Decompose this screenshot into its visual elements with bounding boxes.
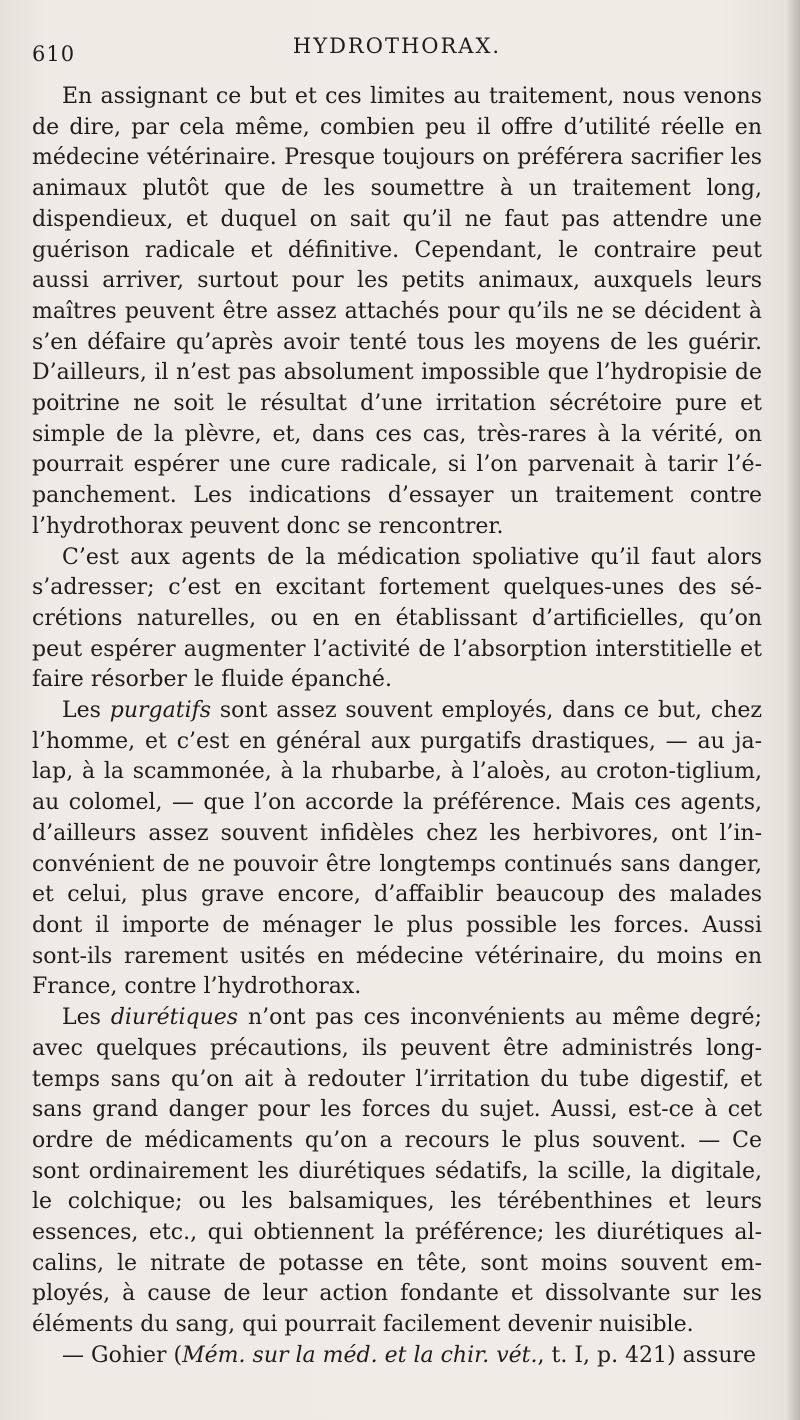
diuretics-text: n’ont pas ces inconvénients au même degré; avec quelques précautions, ils peuvent être administrés longtemps sans qu’on ait à redouter l’irritation du tube digestif, et sans grand danger pour les forces du sujet. Aussi, est-ce à cet ordre de médicaments qu’on a recours le plus souvent. — Ce sont ordinairement les diurétiques sédatifs, la scille, la digitale, le colchique; ou les balsamiques, les térébenthines et leurs essences, etc., qui obtiennent la préférence; les diurétiques alcalins, le nitrate de potasse en tête, sont moins souvent employés, à cause de leur action fondante et dissolvante sur les éléments du sang, qui pourrait facilement devenir nuisible. xyxy=(32,1005,762,1338)
purgatives-term: purgatifs xyxy=(109,698,212,724)
diuretics-term: diurétiques xyxy=(110,1005,239,1031)
purgatives-lead: Les xyxy=(62,698,110,724)
paragraph-treatment-limits: En assignant ce but et ces limites au traitement, nous venons de dire, par cela même, combien peu il offre d’utilité réelle en médecine vétérinaire. Presque toujours on préférera sacrifier les animaux plutôt que de les soumettre à un traitement long, dispendieux, et duquel on sait qu’il ne faut pas attendre une guérison radicale et définitive. Cependant, le contraire peut aussi arriver, surtout pour les petits animaux, auxquels leurs maîtres peuvent être assez attachés pour qu’ils ne se décident à s’en défaire qu’après avoir tenté tous les moyens de les guérir. D’ailleurs, il n’est pas absolument impossible que l’hydropisie de poitrine ne soit le résultat d’une irritation sécrétoire pure et simple de la plèvre, et, dans ces cas, très-rares à la vérité, on pourrait espérer une cure radicale, si l’on parvenait à tarir l’épanchement. Les indications d’essayer un traitement contre l’hydrothorax peuvent donc se rencontrer. xyxy=(32,84,762,539)
running-title: HYDROTHORAX. xyxy=(292,34,502,58)
page-number: 610 xyxy=(32,42,76,66)
paragraph-spoliative-medication: C’est aux agents de la médication spoliative qu’il faut alors s’adresser; c’est en excitant fortement quelques-unes des sécrétions naturelles, ou en en établissant d’artificielles, qu’on peut espérer augmenter l’activité de l’absorption interstitielle et faire résorber le fluide épanché. xyxy=(32,544,762,693)
running-header xyxy=(32,30,762,74)
purgatives-text: sont assez souvent employés, dans ce but, chez l’homme, et c’est en général aux purgatifs drastiques, — au jalap, à la scammonée, à la rhubarbe, à l’aloès, au croton-tiglium, au colomel, — que l’on accorde la préférence. Mais ces agents, d’ailleurs assez souvent infidèles chez les herbivores, ont l’inconvénient de ne pouvoir être longtemps continués sans danger, et celui, plus grave encore, d’affaiblir beaucoup des malades dont il importe de ménager le plus possible les forces. Aussi sont-ils rarement usités en médecine vétérinaire, du moins en France, contre l’hydrothorax. xyxy=(32,698,762,1000)
paragraph-diuretics xyxy=(32,1003,762,1341)
citation-text: , t. I, p. 421) assure xyxy=(537,1342,757,1368)
citation-work-title: Mém. sur la méd. et la chir. vét. xyxy=(182,1342,538,1368)
diuretics-lead: Les xyxy=(62,1005,111,1031)
citation-lead: — Gohier ( xyxy=(62,1342,183,1368)
paragraph-gohier-citation xyxy=(32,1341,762,1372)
paragraph-purgatives xyxy=(32,696,762,1003)
body-text xyxy=(32,82,762,1372)
